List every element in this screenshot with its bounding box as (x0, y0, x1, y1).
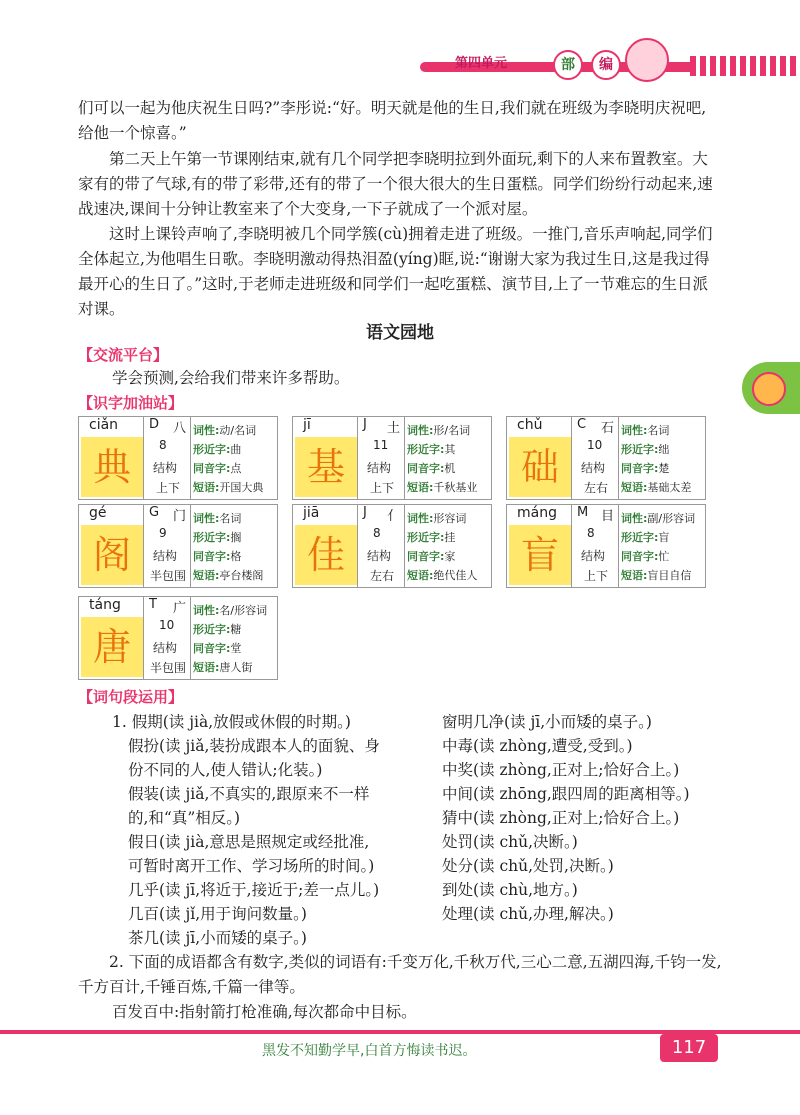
homophone-label: 同音字: (621, 462, 659, 475)
card-structure-label: 结构 (367, 549, 392, 563)
card-pos: 副/形容词 (647, 512, 696, 525)
vocab-item: 处理(读 chǔ,办理,解决。) (442, 905, 614, 923)
card-radical: 亻 (387, 509, 401, 524)
card-info (193, 509, 263, 585)
usage-label: 【词句段运用】 (78, 688, 184, 706)
card-structure: 上下 (583, 569, 608, 583)
card-info (621, 421, 691, 497)
char-card (506, 416, 706, 500)
badge-bu: 部 (553, 50, 583, 80)
phrase-label: 短语: (193, 481, 220, 494)
vocab-item: 假日(读 jià,意思是照规定或经批准, (128, 833, 370, 851)
card-strokes: 9 (159, 526, 167, 540)
card-similar: 搁 (230, 531, 242, 544)
literacy-label: 【识字加油站】 (78, 394, 184, 412)
card-pinyin: máng (517, 505, 557, 521)
card-radical: 土 (387, 421, 401, 436)
char-card (78, 596, 278, 680)
card-character: 典 (81, 437, 143, 497)
vocab-item: 假装(读 jiǎ,不真实的,跟原来不一样 (128, 785, 370, 803)
char-card (78, 504, 278, 588)
vocab-item: 中间(读 zhōng,跟四周的距离相等。) (442, 785, 690, 803)
card-similar: 挂 (444, 531, 456, 544)
card-strokes: 8 (159, 438, 167, 452)
char-card (292, 504, 492, 588)
card-pinyin: jī (303, 417, 311, 433)
card-character: 盲 (509, 525, 571, 585)
vocab-item: 窗明几净(读 jī,小而矮的桌子。) (442, 713, 652, 731)
card-phrase: 盲目自信 (647, 569, 692, 582)
card-similar: 糖 (230, 623, 242, 636)
card-structure: 上下 (155, 481, 180, 495)
card-strokes: 8 (587, 526, 595, 540)
homophone-label: 同音字: (193, 642, 231, 655)
similar-label: 形近字: (621, 531, 659, 544)
pos-label: 词性: (193, 604, 220, 617)
card-similar: 其 (444, 443, 456, 456)
card-letter: J (363, 505, 367, 520)
pos-label: 词性: (193, 424, 220, 437)
card-pinyin: jiā (303, 505, 320, 521)
unit-title: 第四单元 (455, 56, 508, 71)
card-pinyin: táng (89, 597, 121, 613)
card-homophone: 忙 (658, 550, 670, 563)
vocab-item: 处分(读 chǔ,处罚,决断。) (442, 857, 614, 875)
vocab-item: 几百(读 jǐ,用于询问数量。) (128, 905, 307, 923)
card-pos: 形/名词 (433, 424, 471, 437)
card-pinyin: ciǎn (89, 417, 119, 433)
phrase-label: 短语: (621, 569, 648, 582)
similar-label: 形近字: (407, 531, 445, 544)
card-info (407, 421, 477, 497)
card-radical: 石 (601, 421, 615, 436)
similar-label: 形近字: (407, 443, 445, 456)
paragraph-3: 这时上课铃声响了,李晓明被几个同学簇(cù)拥着走进了班级。一推门,音乐声响起,同学们全体起立,为他唱生日歌。李晓明激动得热泪盈(yíng)眶,说:“谢谢大家为我过生日,这是我过得最开心的生日了。”这时,于老师走进班级和同学们一起吃蛋糕、演节目,上了一节难忘的生日派对课。 (78, 225, 713, 318)
card-phrase: 亭台楼阁 (219, 569, 264, 582)
footer-motto: 黑发不知勤学早,白首方悔读书迟。 (262, 1043, 477, 1059)
exchange-label: 【交流平台】 (78, 346, 169, 364)
pos-label: 词性: (407, 512, 434, 525)
card-pos: 名词 (219, 512, 242, 525)
phrase-label: 短语: (193, 661, 220, 674)
homophone-label: 同音字: (193, 462, 231, 475)
badge-bian: 编 (591, 50, 621, 80)
card-structure: 上下 (369, 481, 394, 495)
card-phrase: 唐人街 (219, 661, 253, 674)
card-strokes: 8 (373, 526, 381, 540)
card-similar: 绌 (658, 443, 670, 456)
card-pos: 名词 (647, 424, 670, 437)
card-letter: T (149, 597, 157, 612)
homophone-label: 同音字: (407, 550, 445, 563)
homophone-label: 同音字: (621, 550, 659, 563)
card-structure: 半包围 (149, 661, 186, 675)
idiom-example: 百发百中:指射箭打枪准确,每次都命中目标。 (112, 1003, 417, 1021)
phrase-label: 短语: (193, 569, 220, 582)
exchange-text: 学会预测,会给我们带来许多帮助。 (112, 369, 350, 387)
card-phrase: 绝代佳人 (433, 569, 478, 582)
section-title: 语文园地 (366, 323, 434, 343)
page-number: 117 (660, 1034, 718, 1062)
card-letter: C (577, 417, 587, 432)
card-character: 唐 (81, 617, 143, 677)
char-card (78, 416, 278, 500)
card-info (193, 421, 263, 497)
phrase-label: 短语: (407, 481, 434, 494)
card-homophone: 家 (444, 550, 456, 563)
homophone-label: 同音字: (407, 462, 445, 475)
card-structure-label: 结构 (581, 549, 606, 563)
card-radical: 八 (173, 421, 187, 436)
card-radical: 目 (601, 509, 615, 524)
card-character: 阁 (81, 525, 143, 585)
phrase-label: 短语: (621, 481, 648, 494)
card-strokes: 11 (373, 438, 389, 452)
vocab-item: 中奖(读 zhòng,正对上;恰好合上。) (442, 761, 680, 779)
pos-label: 词性: (407, 424, 434, 437)
card-structure: 左右 (369, 569, 394, 583)
card-homophone: 堂 (230, 642, 242, 655)
card-strokes: 10 (159, 618, 175, 632)
similar-label: 形近字: (621, 443, 659, 456)
card-similar: 盲 (658, 531, 670, 544)
mascot-face-icon (752, 372, 786, 406)
card-info (621, 509, 695, 585)
card-homophone: 格 (230, 550, 242, 563)
card-structure-label: 结构 (581, 461, 606, 475)
card-homophone: 楚 (658, 462, 670, 475)
card-similar: 曲 (230, 443, 242, 456)
card-letter: M (577, 505, 589, 520)
vocab-item: 份不同的人,使人错认;化装。) (128, 761, 323, 779)
card-pos: 名/形容词 (219, 604, 268, 617)
card-radical: 广 (173, 601, 187, 616)
mascot-girl-icon (625, 38, 669, 82)
vocab-left (112, 710, 432, 950)
card-letter: D (149, 417, 160, 432)
card-structure: 半包围 (149, 569, 186, 583)
card-pos: 动/名词 (219, 424, 257, 437)
card-pos: 形容词 (433, 512, 467, 525)
card-structure-label: 结构 (153, 641, 178, 655)
vocab-item: 1. 假期(读 jià,放假或休假的时期。) (112, 713, 351, 731)
similar-label: 形近字: (193, 443, 231, 456)
idioms-paragraph: 2. 下面的成语都含有数字,类似的词语有:千变万化,千秋万代,三心二意,五湖四海,千钧一发,千方百计,千锤百炼,千篇一律等。 (78, 953, 722, 996)
vocab-item: 猜中(读 zhòng,正对上;恰好合上。) (442, 809, 680, 827)
card-character: 佳 (295, 525, 357, 585)
pos-label: 词性: (193, 512, 220, 525)
vocab-item: 几乎(读 jī,将近于,接近于;差一点儿。) (128, 881, 380, 899)
card-letter: G (149, 505, 160, 520)
vocab-item: 处罚(读 chǔ,决断。) (442, 833, 578, 851)
card-structure-label: 结构 (367, 461, 392, 475)
vocab-item: 可暂时离开工作、学习场所的时间。) (128, 857, 375, 875)
side-tab (742, 362, 800, 414)
card-strokes: 10 (587, 438, 603, 452)
vocab-item: 茶几(读 jī,小而矮的桌子。) (128, 929, 307, 947)
similar-label: 形近字: (193, 531, 231, 544)
card-structure: 左右 (583, 481, 608, 495)
paragraph-1: 们可以一起为他庆祝生日吗?”李彤说:“好。明天就是他的生日,我们就在班级为李晓明庆祝吧,给他一个惊喜。” (78, 99, 707, 142)
card-pinyin: chǔ (517, 417, 543, 433)
card-phrase: 开国大典 (219, 481, 264, 494)
vocab-item: 假扮(读 jiǎ,装扮成跟本人的面貌、身 (128, 737, 380, 755)
char-card (292, 416, 492, 500)
card-radical: 门 (173, 509, 187, 524)
card-pinyin: gé (89, 505, 107, 521)
vocab-item: 中毒(读 zhòng,遭受,受到。) (442, 737, 633, 755)
homophone-label: 同音字: (193, 550, 231, 563)
pos-label: 词性: (621, 512, 648, 525)
card-info (193, 601, 267, 677)
card-phrase: 基础太差 (647, 481, 692, 494)
paragraph-2: 第二天上午第一节课刚结束,就有几个同学把李晓明拉到外面玩,剩下的人来布置教室。大家有的带了气球,有的带了彩带,还有的带了一个很大很大的生日蛋糕。同学们纷纷行动起来,速战速决,课间十分钟让教室来了个大变身,一下子就成了一个派对屋。 (78, 150, 713, 218)
pos-label: 词性: (621, 424, 648, 437)
phrase-label: 短语: (407, 569, 434, 582)
card-character: 基 (295, 437, 357, 497)
card-homophone: 点 (230, 462, 242, 475)
similar-label: 形近字: (193, 623, 231, 636)
char-card (506, 504, 706, 588)
checker-decoration (690, 56, 800, 76)
card-character: 础 (509, 437, 571, 497)
card-structure-label: 结构 (153, 549, 178, 563)
vocab-item: 到处(读 chù,地方。) (442, 881, 578, 899)
card-info (407, 509, 477, 585)
card-homophone: 机 (444, 462, 456, 475)
card-phrase: 千秋基业 (433, 481, 478, 494)
card-letter: J (363, 417, 367, 432)
card-structure-label: 结构 (153, 461, 178, 475)
vocab-right (442, 710, 712, 926)
vocab-item: 的,和“真”相反。) (128, 809, 241, 827)
